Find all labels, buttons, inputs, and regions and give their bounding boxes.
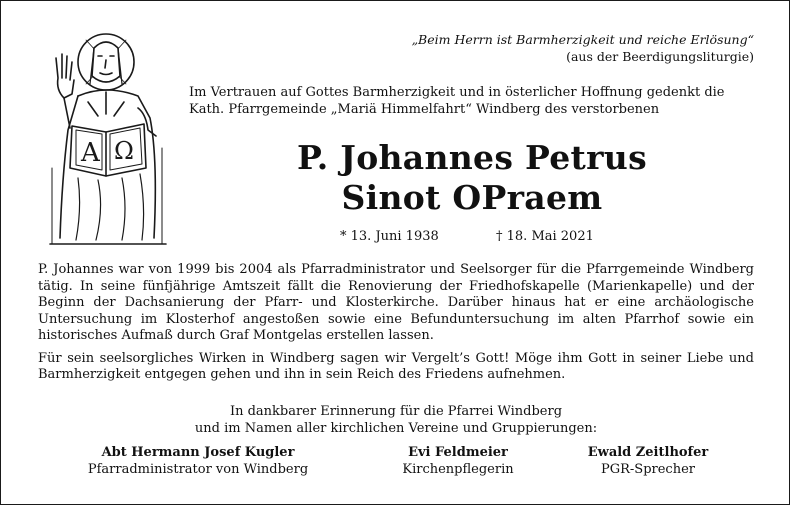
signatory-2 — [378, 445, 538, 478]
signatory-1 — [78, 445, 318, 478]
signatory-name: Abt Hermann Josef Kugler — [101, 445, 295, 460]
intro-line-2: Kath. Pfarrgemeinde „Mariä Himmelfahrt“ Windberg des verstorbenen — [189, 102, 660, 117]
closing-text — [38, 404, 754, 437]
alpha-letter: A — [81, 138, 100, 168]
intro-line-1: Im Vertrauen auf Gottes Barmherzigkeit und in österlicher Hoffnung gedenkt die — [189, 85, 725, 100]
intro-text — [189, 84, 755, 118]
signatory-name: Evi Feldmeier — [408, 445, 508, 460]
signatory-role: PGR-Sprecher — [600, 461, 695, 477]
signatory-role: Kirchenpflegerin — [402, 461, 514, 477]
death-date: † 18. Mai 2021 — [496, 229, 594, 244]
scripture-quote — [412, 31, 754, 65]
name-line-2: Sinot OPraem — [341, 178, 603, 217]
quote-text: „Beim Herrn ist Barmherzigkeit und reiche Erlösung“ — [411, 32, 754, 47]
obituary-body — [38, 262, 754, 390]
body-paragraph-1: P. Johannes war von 1999 bis 2004 als Pfarradministrator und Seelsorger für die Pfarrgemeinde Windberg tätig. In seine fünfjährige Amtszeit fällt die Renovierung der Friedhofskapelle (Marienkapelle) und der Beginn der Dachsanierung der Pfarr- und Klosterkirche. Darüber hinaus hat er eine archäologische Untersuchung im Klosterhof angestoßen sowie eine Befunduntersuchung im alten Pfarrhof sowie ein historisches Aufmaß durch Graf Montgelas erstellen lassen. — [38, 262, 754, 343]
christ-alpha-omega-icon — [38, 18, 180, 246]
body-paragraph-2: Für sein seelsorgliches Wirken in Windberg sagen wir Vergelt’s Gott! Möge ihm Gott in seiner Liebe und Barmherzigkeit entgegen gehen und ihn in sein Reich des Friedens aufnehmen. — [38, 350, 754, 382]
name-line-1: P. Johannes Petrus — [297, 138, 647, 177]
signatory-3 — [568, 445, 728, 478]
signatory-role: Pfarradministrator von Windberg — [87, 461, 309, 477]
signatory-name: Ewald Zeitlhofer — [587, 445, 709, 460]
quote-source: (aus der Beerdigungsliturgie) — [566, 49, 754, 64]
closing-line-1: In dankbarer Erinnerung für die Pfarrei Windberg — [229, 404, 563, 419]
deceased-name — [189, 138, 755, 218]
birth-date: * 13. Juni 1938 — [340, 229, 439, 244]
omega-letter: Ω — [114, 137, 134, 165]
closing-line-2: und im Namen aller kirchlichen Vereine und Gruppierungen: — [194, 420, 598, 436]
